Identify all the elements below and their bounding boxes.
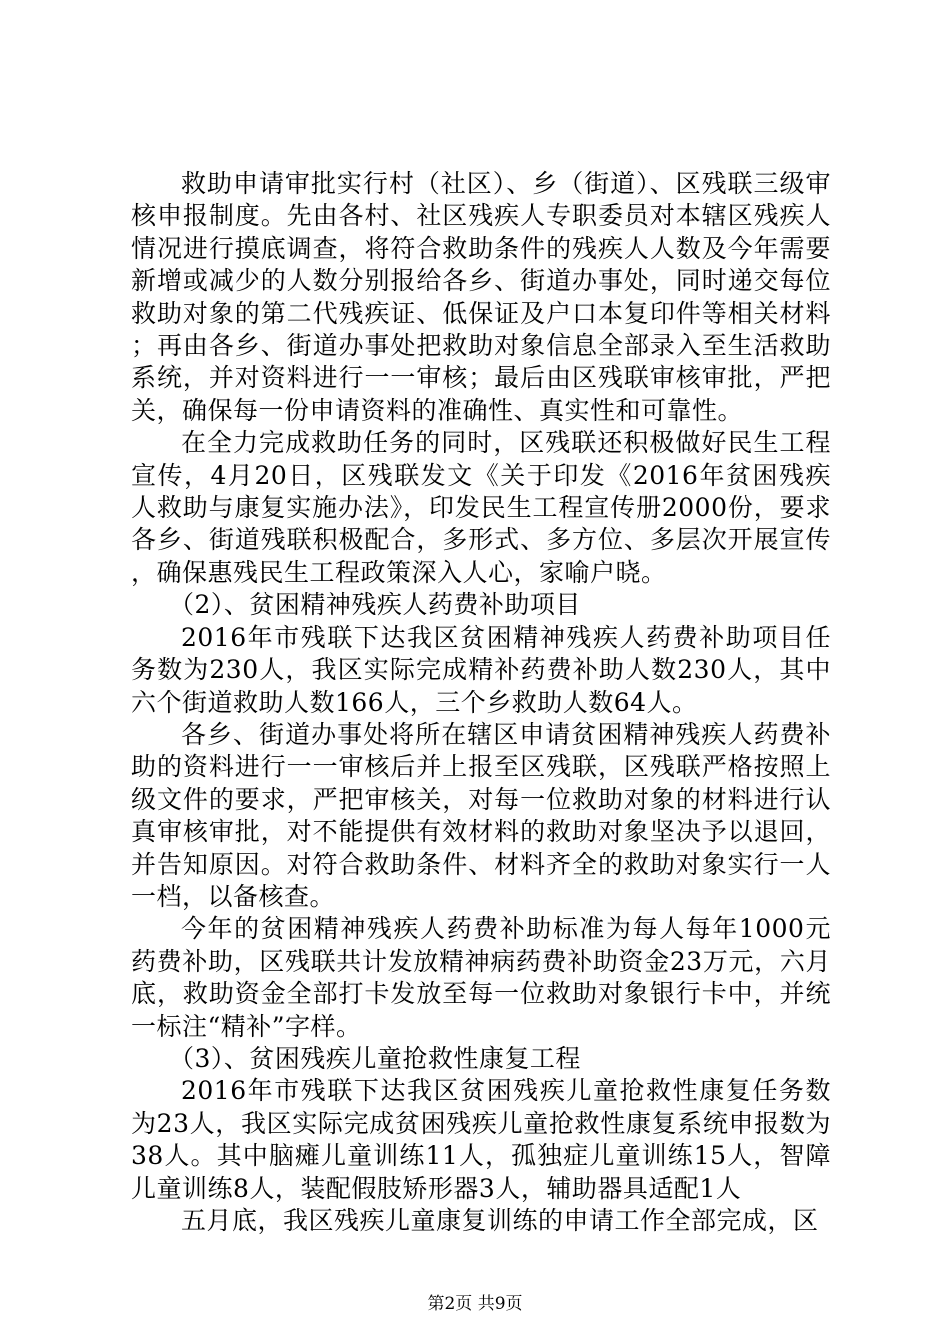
section-heading-mental-disability-subsidy: （2）、贫困精神残疾人药费补助项目 bbox=[169, 590, 581, 620]
paragraph-child-rehab-application: 五月底，我区残疾儿童康复训练的申请工作全部完成，区 bbox=[181, 1206, 819, 1235]
page-number-footer: 第2页 共9页 bbox=[427, 1294, 523, 1314]
paragraph-subsidy-review: 各乡、街道办事处将所在辖区申请贫困精神残疾人药费补助的资料进行一一审核后并上报至区残联，区残联严格按照上级文件的要求，严把审核关，对每一位救助对象的材料进行认真审核审批，对不能提供有效材料的救助对象坚决予以退回，并告知原因。对符合救助条件、材料齐全的救助对象实行一人一档，以备核查。 bbox=[131, 719, 831, 911]
paragraph-child-rehab-task: 2016年市残联下达我区贫困残疾儿童抢救性康复任务数为23人，我区实际完成贫困残疾儿童抢救性康复系统申报数为38人。其中脑瘫儿童训练11人，孤独症儿童训练15人，智障儿童训练8人，装配假肢矫形器3人，辅助器具适配1人 bbox=[131, 1076, 831, 1203]
paragraph-publicity: 在全力完成救助任务的同时，区残联还积极做好民生工程宣传，4月20日，区残联发文《关于印发《2016年贫困残疾人救助与康复实施办法》，印发民生工程宣传册2000份，要求各乡、街道残联积极配合，多形式、多方位、多层次开展宣传，确保惠残民生工程政策深入人心，家喻户晓。 bbox=[131, 428, 831, 587]
paragraph-subsidy-task: 2016年市残联下达我区贫困精神残疾人药费补助项目任务数为230人，我区实际完成精补药费补助人数230人，其中六个街道救助人数166人，三个乡救助人数64人。 bbox=[131, 622, 831, 717]
paragraph-subsidy-standard: 今年的贫困精神残疾人药费补助标准为每人每年1000元药费补助，区残联共计发放精神病药费补助资金23万元，六月底，救助资金全部打卡发放至每一位救助对象银行卡中，并统一标注“精补”字样。 bbox=[131, 914, 831, 1041]
document-body bbox=[131, 168, 831, 1237]
paragraph-approval-process: 救助申请审批实行村（社区）、乡（街道）、区残联三级审核申报制度。先由各村、社区残疾人专职委员对本辖区残疾人情况进行摸底调查，将符合救助条件的残疾人人数及今年需要新增或减少的人数分别报给各乡、街道办事处，同时递交每位救助对象的第二代残疾证、低保证及户口本复印件等相关材料；再由各乡、街道办事处把救助对象信息全部录入至生活救助系统，并对资料进行一一审核；最后由区残联审核审批，严把关，确保每一份申请资料的准确性、真实性和可靠性。 bbox=[131, 169, 831, 425]
section-heading-child-rehabilitation: （3）、贫困残疾儿童抢救性康复工程 bbox=[169, 1043, 581, 1073]
